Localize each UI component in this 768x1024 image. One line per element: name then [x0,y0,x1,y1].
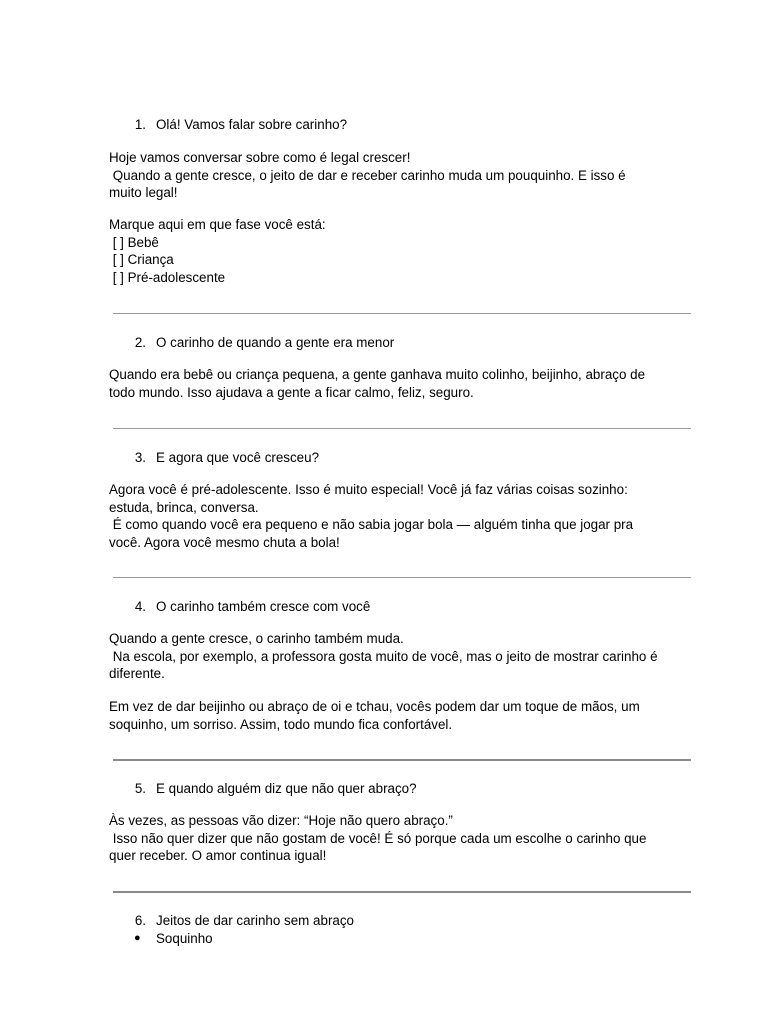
horizontal-divider [113,428,691,429]
paragraph-line: Hoje vamos conversar sobre como é legal crescer! [109,150,411,165]
section-number: 5. [134,781,146,796]
paragraph-line: Quando a gente cresce, o carinho também muda. [109,631,404,646]
section-number: 6. [134,913,146,928]
paragraph-line: muito legal! [109,185,178,201]
paragraph-line: diferente. [109,666,165,682]
horizontal-divider [113,759,691,761]
section-number: 1. [134,117,146,132]
paragraph-line: soquinho, um sorriso. Assim, todo mundo fica confortável. [109,716,453,732]
horizontal-divider [113,891,691,893]
section-heading: O carinho de quando a gente era menor [156,335,395,350]
checkbox-option-crianca: [ ] Criança [109,252,174,268]
section-number: 3. [134,450,146,465]
paragraph-line: estuda, brinca, conversa. [109,499,259,515]
paragraph-line: todo mundo. Isso ajudava a gente a ficar calmo, feliz, seguro. [109,384,474,400]
paragraph-line: quer receber. O amor continua igual! [109,848,327,864]
section-heading: E quando alguém diz que não quer abraço? [156,781,417,796]
paragraph-line: Agora você é pré-adolescente. Isso é muito especial! Você já faz várias coisas sozinho: [109,482,628,497]
paragraph-line: Quando a gente cresce, o jeito de dar e receber carinho muda um pouquinho. E isso é [109,167,626,183]
horizontal-divider [113,313,691,314]
paragraph-line: você. Agora você mesmo chuta a bola! [109,535,340,551]
paragraph-line: Quando era bebê ou criança pequena, a gente ganhava muito colinho, beijinho, abraço de [109,367,646,382]
bullet-item: Soquinho [156,931,213,946]
checkbox-option-bebe: [ ] Bebê [109,234,159,250]
paragraph-line: Marque aqui em que fase você está: [109,217,326,232]
section-heading: Jeitos de dar carinho sem abraço [156,913,354,928]
horizontal-divider [113,577,691,578]
section-number: 2. [134,335,146,350]
paragraph-line: Às vezes, as pessoas vão dizer: “Hoje não quero abraço.” [109,813,453,828]
bullet-dot-icon: ● [134,932,141,944]
paragraph-line: Isso não quer dizer que não gostam de você! É só porque cada um escolhe o carinho que [109,830,647,846]
section-heading: Olá! Vamos falar sobre carinho? [156,117,348,132]
section-number: 4. [134,599,146,614]
checkbox-option-pre-adolescente: [ ] Pré-adolescente [109,270,226,286]
paragraph-line: É como quando você era pequeno e não sabia jogar bola — alguém tinha que jogar pra [109,517,634,533]
paragraph-line: Na escola, por exemplo, a professora gosta muito de você, mas o jeito de mostrar carinho é [109,648,658,664]
section-heading: E agora que você cresceu? [156,450,320,465]
paragraph-line: Em vez de dar beijinho ou abraço de oi e tchau, vocês podem dar um toque de mãos, um [109,699,640,714]
section-heading: O carinho também cresce com você [156,599,371,614]
